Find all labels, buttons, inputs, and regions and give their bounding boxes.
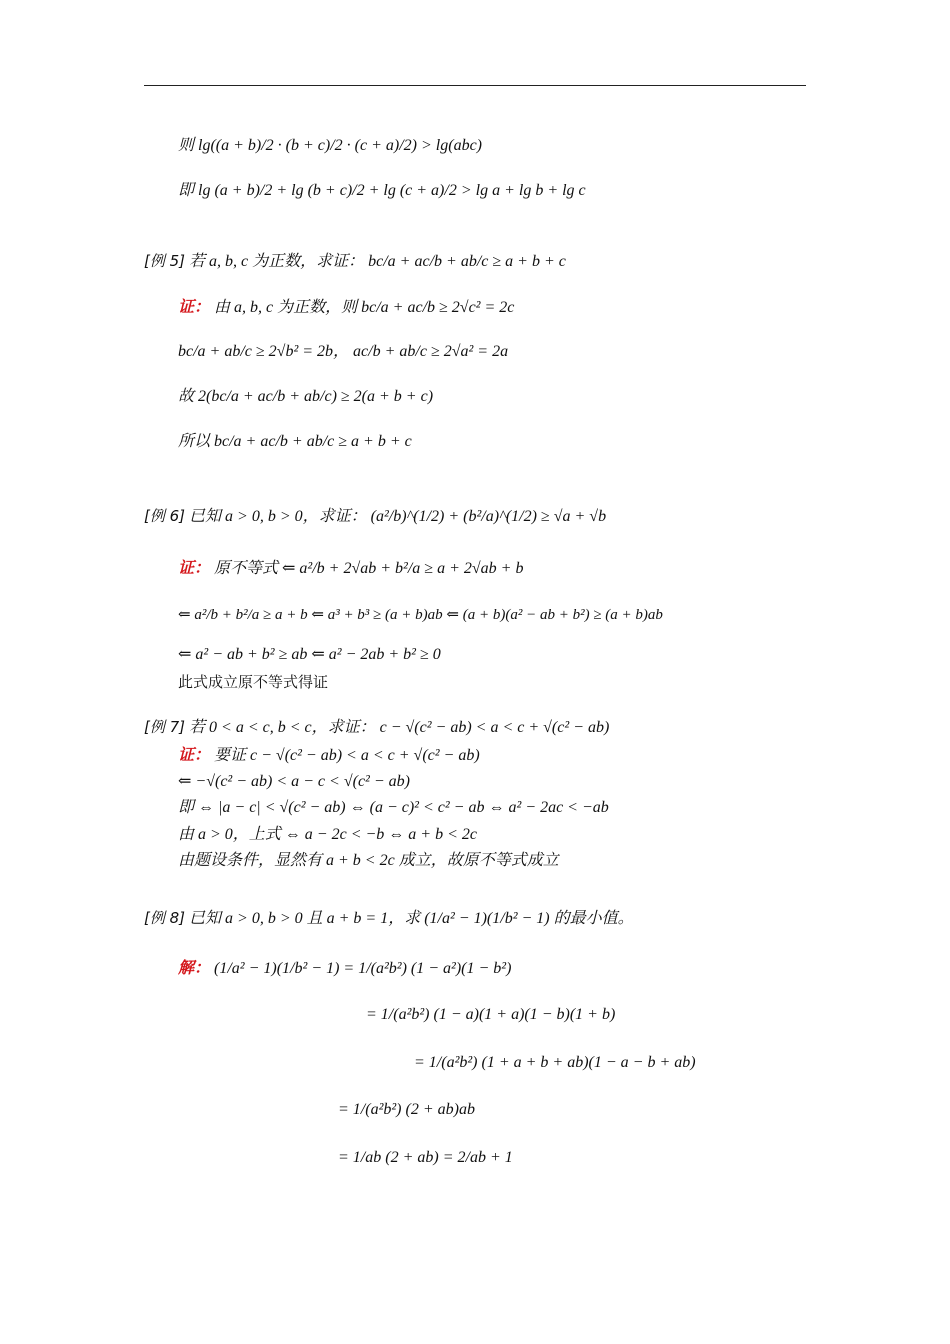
example-7-proof-2: ⇐ −√(c² − ab) < a − c < √(c² − ab): [178, 773, 410, 790]
line-1: 则 lg((a + b)/2 · (b + c)/2 · (c + a)/2) > lg(abc): [178, 137, 483, 154]
example-8-solution-5: = 1/ab (2 + ab) = 2/ab + 1: [338, 1149, 513, 1166]
example-7-conclusion: 由题设条件，显然有 a + b < 2c 成立，故原不等式成立: [178, 852, 559, 869]
example-8-statement: [例 8] 已知 a > 0, b > 0 且 a + b = 1，求 (1/a² − 1)(1/b² − 1) 的最小值。: [144, 909, 634, 927]
example-8-solution-1: 解： (1/a² − 1)(1/b² − 1) = 1/(a²b²) (1 − a²)(1 − b²): [178, 958, 512, 977]
line-2: 即 lg (a + b)/2 + lg (b + c)/2 + lg (c + a)/2 > lg a + lg b + lg c: [178, 182, 586, 199]
example-5-proof-4: 所以 bc/a + ac/b + ab/c ≥ a + b + c: [178, 433, 412, 450]
example-label: [例 8]: [144, 909, 186, 927]
example-6-statement: [例 6] 已知 a > 0, b > 0，求证： (a²/b)^(1/2) + (b²/a)^(1/2) ≥ √a + √b: [144, 507, 607, 525]
example-7-statement: [例 7] 若 0 < a < c, b < c，求证： c − √(c² − ab) < a < c + √(c² − ab): [144, 718, 610, 736]
header-rule: [144, 85, 806, 86]
example-6-proof-1: 证： 原不等式 ⇐ a²/b + 2√ab + b²/a ≥ a + 2√ab + b: [178, 558, 524, 577]
example-7-proof-1: 证： 要证 c − √(c² − ab) < a < c + √(c² − ab): [178, 745, 480, 764]
example-7-proof-3: 即 ⇔ |a − c| < √(c² − ab) ⇔ (a − c)² < c² − ab ⇔ a² − 2ac < −ab: [178, 799, 609, 816]
example-5-proof-1: 证： 由 a, b, c 为正数，则 bc/a + ac/b ≥ 2√c² = 2c: [178, 297, 515, 316]
example-6-conclusion: 此式成立原不等式得证: [178, 673, 329, 691]
proof-label: 证：: [178, 745, 211, 764]
example-5-proof-3: 故 2(bc/a + ac/b + ab/c) ≥ 2(a + b + c): [178, 388, 434, 405]
example-8-solution-3: = 1/(a²b²) (1 + a + b + ab)(1 − a − b + ab): [414, 1054, 696, 1071]
example-5-statement: [例 5] 若 a, b, c 为正数，求证： bc/a + ac/b + ab/c ≥ a + b + c: [144, 252, 566, 270]
solution-label: 解：: [178, 958, 211, 977]
example-label: [例 5]: [144, 252, 186, 270]
example-5-proof-2: bc/a + ab/c ≥ 2√b² = 2b， ac/b + ab/c ≥ 2√a² = 2a: [178, 343, 509, 360]
proof-label: 证：: [178, 297, 211, 316]
example-6-proof-2: ⇐ a²/b + b²/a ≥ a + b ⇐ a³ + b³ ≥ (a + b)ab ⇐ (a + b)(a² − ab + b²) ≥ (a + b)ab: [178, 607, 663, 623]
example-label: [例 7]: [144, 718, 186, 736]
proof-label: 证：: [178, 558, 211, 577]
example-8-solution-2: = 1/(a²b²) (1 − a)(1 + a)(1 − b)(1 + b): [366, 1006, 616, 1023]
example-6-proof-3: ⇐ a² − ab + b² ≥ ab ⇐ a² − 2ab + b² ≥ 0: [178, 646, 441, 663]
example-8-solution-4: = 1/(a²b²) (2 + ab)ab: [338, 1101, 475, 1118]
example-label: [例 6]: [144, 507, 186, 525]
example-7-proof-4: 由 a > 0，上式 ⇔ a − 2c < −b ⇔ a + b < 2c: [178, 826, 477, 843]
